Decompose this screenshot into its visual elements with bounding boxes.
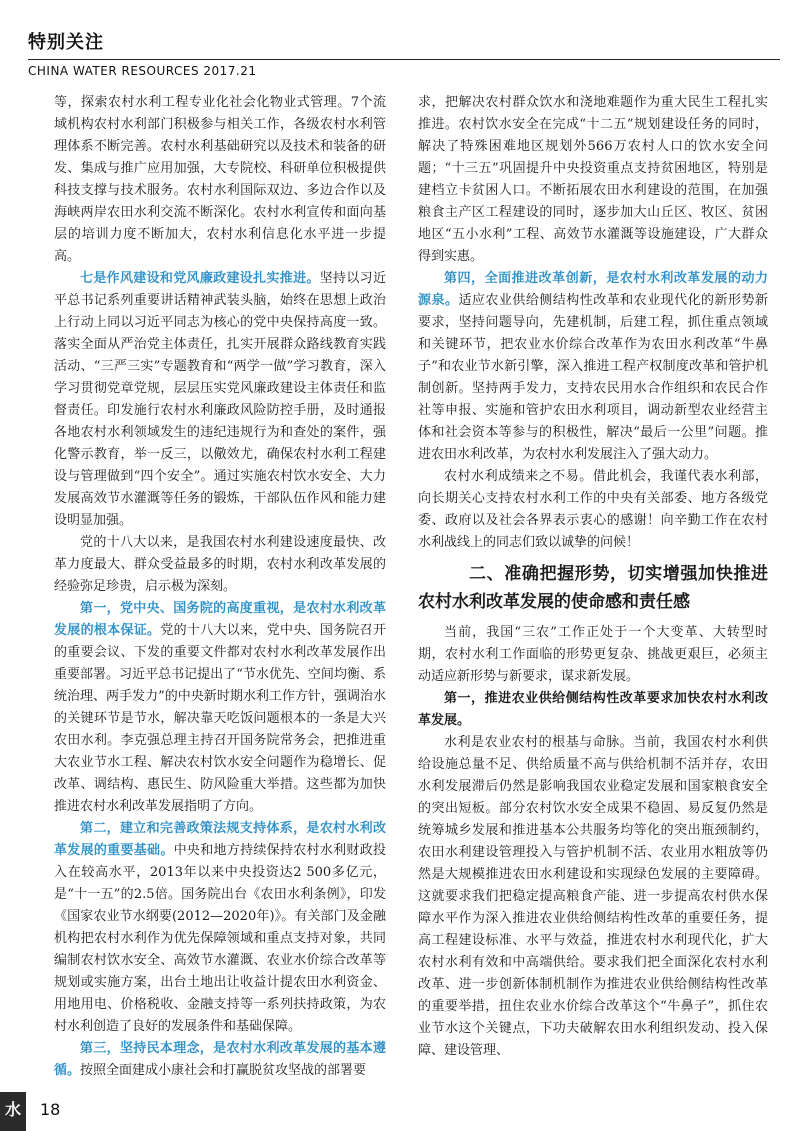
paragraph-text: 党的十八大以来，是我国农村水利建设速度最快、改革力度最大、群众受益最多的时期，农村水利改革发展的经验弥足珍贵，启示极为深刻。: [54, 535, 386, 594]
paragraph: [418, 732, 768, 1062]
paragraph: [54, 532, 386, 598]
paragraph-text: 按照全面建成小康社会和打赢脱贫攻坚战的部署要: [80, 1063, 367, 1078]
paragraph: [54, 598, 386, 818]
paragraph: [54, 92, 386, 268]
right-column-top: [418, 92, 768, 554]
paragraph: [418, 92, 768, 268]
paragraph: [54, 268, 386, 532]
paragraph-text: 求，把解决农村群众饮水和浇地难题作为重大民生工程扎实推进。农村饮水安全在完成“十二五”规划建设任务的同时，解决了特殊困难地区规划外566万农村人口的饮水安全问题；“十三五”巩固提升中央投资重点支持贫困地区，特别是建档立卡贫困人口。不断拓展农田水利建设的范围，在加强粮食主产区工程建设的同时，逐步加大山丘区、牧区、贫困地区“五小水利”工程、高效节水灌溉等设施建设，广大群众得到实惠。: [418, 95, 768, 264]
paragraph-text: 党的十八大以来，党中央、国务院召开的重要会议、下发的重要文件都对农村水利改革发展作出重要部署。习近平总书记提出了“节水优先、空间均衡、系统治理、两手发力”的中央新时期水利工作方针，强调治水的关键环节是节水，解决靠天吃饭问题根本的一条是大兴农田水利。李克强总理主持召开国务院常务会，把推进重大农业节水工程、解决农村饮水安全问题作为稳增长、促改革、调结构、惠民生、防风险重大举措。这些都为加快推进农村水利改革发展指明了方向。: [54, 623, 386, 814]
right-column: [418, 92, 768, 1062]
bold-lead: 第一，推进农业供给侧结构性改革要求加快农村水利改革发展。: [418, 691, 768, 728]
paragraph: [418, 466, 768, 554]
section-badge: 水: [0, 1092, 26, 1131]
highlighted-lead: 第一，党中央、国务院的高度重视，是农村水利改革发展的根本保证。: [54, 601, 386, 638]
paragraph-text: 适应农业供给侧结构性改革和农业现代化的新形势新要求，坚持问题导向，先建机制，后建工程，抓住重点领域和关键环节，把农业水价综合改革作为农田水利改革“牛鼻子”和农业节水新引擎，深入推进工程产权制度改革和管护机制创新。坚持两手发力，支持农民用水合作组织和农民合作社等申报、实施和管护农田水利项目，调动新型农业经营主体和社会资本等参与的积极性，解决“最后一公里”问题。推进农田水利改革，为农村水利发展注入了强大动力。: [418, 293, 768, 462]
paragraph-text: 中央和地方持续保持农村水利财政投入在较高水平，2013年以来中央投资达2 500多亿元，是“十一五”的2.5倍。国务院出台《农田水利条例》，印发《国家农业节水纲要(2012—2020年)》。有关部门及金融机构把农村水利作为优先保障领域和重点支持对象，共同编制农村饮水安全、高效节水灌溉、农业水价综合改革等规划或实施方案，出台土地出让收益计提农田水利资金、用地用电、价格税收、金融支持等一系列扶持政策，为农村水利创造了良好的发展条件和基础保障。: [54, 843, 386, 1034]
paragraph: [418, 622, 768, 688]
highlighted-lead: 第三，坚持民本理念，是农村水利改革发展的基本遵循。: [54, 1041, 386, 1078]
paragraph: [54, 1038, 386, 1082]
left-column: [54, 92, 386, 1082]
journal-issue: CHINA WATER RESOURCES 2017.21: [28, 64, 257, 78]
page-header: [28, 28, 788, 78]
header-divider: [28, 59, 780, 60]
right-column-bottom: [418, 622, 768, 1062]
highlighted-lead: 第四，全面推进改革创新，是农村水利改革发展的动力源泉。: [418, 271, 768, 308]
section-title: 特别关注: [28, 32, 104, 53]
page-number: 18: [40, 1100, 61, 1119]
paragraph: [418, 688, 768, 732]
paragraph-text: 坚持以习近平总书记系列重要讲话精神武装头脑，始终在思想上政治上行动上同以习近平同志为核心的党中央保持高度一致。落实全面从严治党主体责任，扎实开展群众路线教育实践活动、“三严三实”专题教育和“两学一做”学习教育，深入学习贯彻党章党规，层层压实党风廉政建设主体责任和监督责任。印发施行农村水利廉政风险防控手册，及时通报各地农村水利领域发生的违纪违规行为和查处的案件，强化警示教育，举一反三，以儆效尤，确保农村水利工程建设与管理做到“四个安全”。通过实施农村饮水安全、大力发展高效节水灌溉等任务的锻炼，干部队伍作风和能力建设明显加强。: [54, 271, 386, 528]
paragraph-text: 当前，我国“三农”工作正处于一个大变革、大转型时期，农村水利工作面临的形势更复杂、挑战更艰巨，必须主动适应新形势与新要求，谋求新发展。: [418, 625, 768, 684]
section-heading: 二、准确把握形势，切实增强加快推进农村水利改革发展的使命感和责任感: [418, 564, 768, 612]
highlighted-lead: 七是作风建设和党风廉政建设扎实推进。: [80, 271, 320, 286]
paragraph-text: 水利是农业农村的根基与命脉。当前，我国农村水利供给设施总量不足、供给质量不高与供给机制不活并存，农田水利发展滞后仍然是影响我国农业稳定发展和国家粮食安全的突出短板。部分农村饮水安全成果不稳固、易反复仍然是统筹城乡发展和推进基本公共服务均等化的突出瓶颈制约，农田水利建设管理投入与管护机制不活、农业用水粗放等仍然是大规模推进农田水利建设和实现绿色发展的主要障碍。这就要求我们把稳定提高粮食产能、进一步提高农村供水保障水平作为深入推进农业供给侧结构性改革的重要任务，提高工程建设标准、水平与效益，推进农村水利现代化，扩大农村水利有效和中高端供给。要求我们把全面深化农村水利改革、进一步创新体制机制作为推进农业供给侧结构性改革的重要举措，扭住农业水价综合改革这个“牛鼻子”，抓住农业节水这个关键点，下功夫破解农田水利组织发动、投入保障、建设管理、: [418, 735, 768, 1058]
paragraph: [418, 268, 768, 466]
paragraph-text: 等，探索农村水利工程专业化社会化物业式管理。7个流域机构农村水利部门积极参与相关工作，各级农村水利管理体系不断完善。农村水利基础研究以及技术和装备的研发、集成与推广应用加强，大专院校、科研单位积极提供科技支撑与技术服务。农村水利国际双边、多边合作以及海峡两岸农田水利交流不断深化。农村水利宣传和面向基层的培训力度不断加大，农村水利信息化水平进一步提高。: [54, 95, 386, 264]
paragraph-text: 农村水利成绩来之不易。借此机会，我谨代表水利部，向长期关心支持农村水利工作的中央有关部委、地方各级党委、政府以及社会各界表示衷心的感谢！向辛勤工作在农村水利战线上的同志们致以诚挚的问候！: [418, 469, 768, 550]
highlighted-lead: 第二，建立和完善政策法规支持体系，是农村水利改革发展的重要基础。: [54, 821, 386, 858]
paragraph: [54, 818, 386, 1038]
